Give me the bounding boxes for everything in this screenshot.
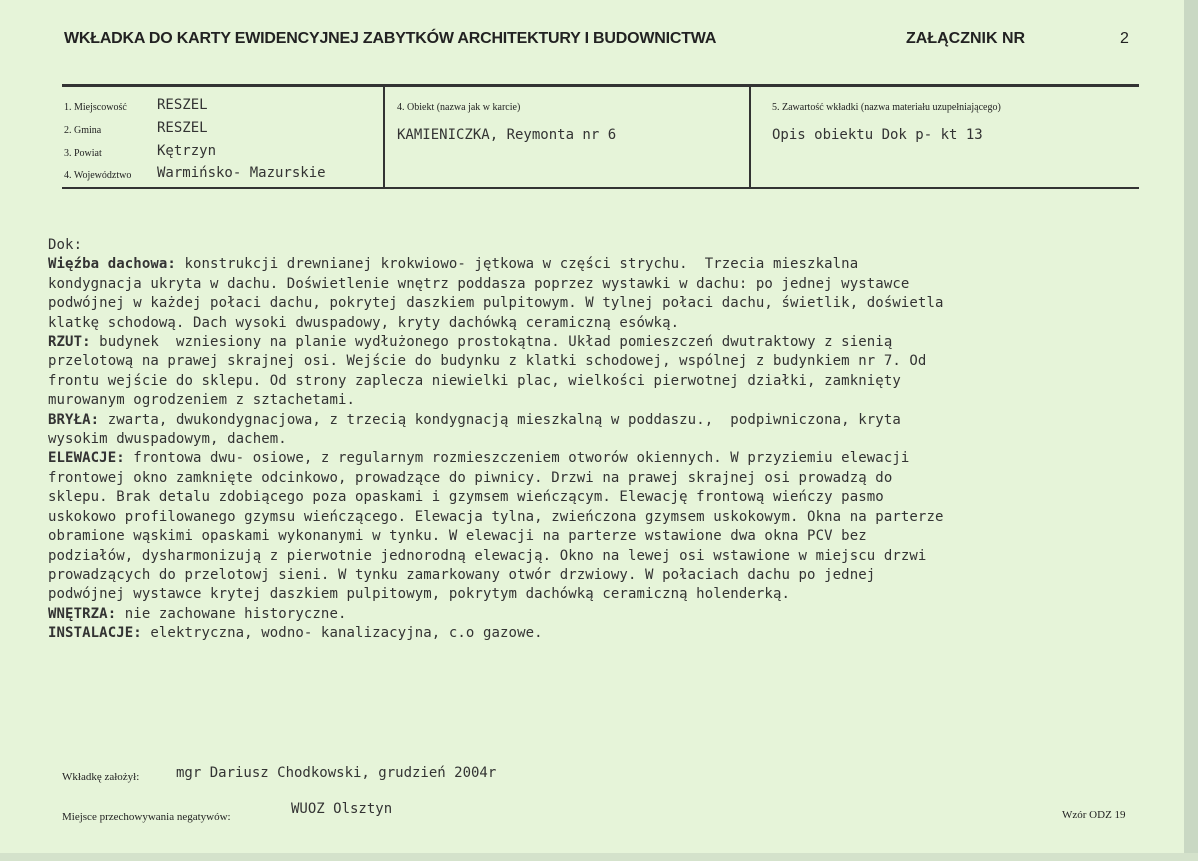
section-label: INSTALACJE: <box>48 625 142 642</box>
description-line <box>48 527 1128 546</box>
description-line <box>48 314 1128 333</box>
powiat-value: Kętrzyn <box>157 143 217 159</box>
storage-value: WUOZ Olsztyn <box>291 801 393 817</box>
line-text: budynek wzniesiony na planie wydłużonego prostokątna. Układ pomieszczeń dwutraktowy z sienią <box>90 334 893 351</box>
section-label: WNĘTRZA: <box>48 605 117 622</box>
description-line <box>48 566 1128 585</box>
line-text: klatkę schodową. Dach wysoki dwuspadowy, kryty dachówką ceramiczną esówką. <box>48 314 680 331</box>
line-text: zwarta, dwukondygnacjowa, z trzecią kondygnacją mieszkalną w poddaszu., podpiwniczona, kryta <box>99 411 901 428</box>
description-line <box>48 411 1128 430</box>
line-text: przelotową na prawej skrajnej osi. Wejście do budynku z klatki schodowej, wspólnej z budynkiem nr 7. Od <box>48 353 927 370</box>
object-label: 4. Obiekt (nazwa jak w karcie) <box>397 102 521 113</box>
miejscowosc-value: RESZEL <box>157 97 208 113</box>
line-text: sklepu. Brak detalu zdobiącego poza opaskami i gzymsem wieńczącym. Elewację frontową wieńczy pasmo <box>48 489 884 506</box>
description-line <box>48 508 1128 527</box>
description-line <box>48 585 1128 604</box>
author-label: Wkładkę założył: <box>62 771 140 783</box>
line-text: podziałów, dysharmonizują z pierwotnie jednorodną elewacją. Okno na lewej osi wstawione w miejscu drzwi <box>48 547 927 564</box>
powiat-label: 3. Powiat <box>64 148 102 159</box>
line-text: obramione wąskimi opaskami wykonanymi w tynku. W elewacji na parterze wstawione dwa okna PCV bez <box>48 528 867 545</box>
gmina-value: RESZEL <box>157 120 208 136</box>
storage-label: Miejsce przechowywania negatywów: <box>62 811 231 823</box>
line-text: murowanym ogrodzeniem z sztachetami. <box>48 392 356 409</box>
description-line <box>48 605 1128 624</box>
section-label: ELEWACJE: <box>48 450 125 467</box>
description-line <box>48 624 1128 643</box>
contents-value: Opis obiektu Dok p- kt 13 <box>772 127 983 143</box>
page-edge <box>1184 0 1198 861</box>
line-text: kondygnacja ukryta w dachu. Doświetlenie wnętrz poddasza poprzez wystawki w dachu: po jednej wystawce <box>48 275 910 292</box>
form-id: Wzór ODZ 19 <box>1062 809 1126 821</box>
description-line <box>48 391 1128 410</box>
object-value: KAMIENICZKA, Reymonta nr 6 <box>397 127 617 143</box>
description-line <box>48 547 1128 566</box>
line-text: podwójnej w każdej połaci dachu, pokrytej daszkiem pulpitowym. W tylnej połaci dachu, świetlik, doświetla <box>48 295 944 312</box>
description-line <box>48 352 1128 371</box>
description-heading: Dok: <box>48 237 83 253</box>
line-text: wysokim dwuspadowym, dachem. <box>48 431 287 448</box>
attachment-number: 2 <box>1120 30 1129 47</box>
description-line <box>48 372 1128 391</box>
description-line <box>48 294 1128 313</box>
document-title: WKŁADKA DO KARTY EWIDENCYJNEJ ZABYTKÓW ARCHITEKTURY I BUDOWNICTWA <box>64 30 717 47</box>
column-divider <box>749 86 751 188</box>
wojewodztwo-value: Warmińsko- Mazurskie <box>157 165 326 181</box>
description-line <box>48 333 1128 352</box>
line-text: podwójnej wystawce krytej daszkiem pulpitowym, pokrytym dachówką ceramiczną holenderką. <box>48 586 790 603</box>
description-line <box>48 469 1128 488</box>
line-text: prowadzących do przelotowj sieni. W tynku zamarkowany otwór drzwiowy. W połaciach dachu po jednej <box>48 566 876 583</box>
gmina-label: 2. Gmina <box>64 125 102 136</box>
section-label: RZUT: <box>48 334 91 351</box>
line-text: uskokowo profilowanego gzymsu wieńczącego. Elewacja tylna, zwieńczona gzymsem uskokowym. Okna na parterze <box>48 508 944 525</box>
description-lines <box>48 255 1128 643</box>
column-divider <box>383 86 385 188</box>
description-line <box>48 488 1128 507</box>
line-text: nie zachowane historyczne. <box>116 605 347 622</box>
page-edge-bottom <box>0 853 1198 861</box>
table-bottom-rule <box>62 187 1139 189</box>
line-text: konstrukcji drewnianej krokwiowo- jętkowa w części strychu. Trzecia mieszkalna <box>175 256 859 273</box>
table-top-rule <box>62 84 1139 87</box>
contents-label: 5. Zawartość wkładki (nazwa materiału uzupełniającego) <box>772 102 1001 113</box>
section-label: Więźba dachowa: <box>48 256 176 273</box>
description-line <box>48 449 1128 468</box>
wojewodztwo-label: 4. Województwo <box>64 170 132 181</box>
line-text: frontowej okno zamknięte odcinkowo, prowadzące do piwnicy. Drzwi na prawej skrajnej osi prowadzą do <box>48 469 893 486</box>
line-text: frontowa dwu- osiowe, z regularnym rozmieszczeniem otworów okiennych. W przyziemiu elewacji <box>124 450 910 467</box>
attachment-label: ZAŁĄCZNIK NR <box>906 30 1026 47</box>
author-value: mgr Dariusz Chodkowski, grudzień 2004r <box>176 765 497 781</box>
section-label: BRYŁA: <box>48 411 100 428</box>
line-text: frontu wejście do sklepu. Od strony zaplecza niewielki plac, wielkości pierwotnej działki, zamknięty <box>48 372 901 389</box>
description-line <box>48 275 1128 294</box>
line-text: elektryczna, wodno- kanalizacyjna, c.o gazowe. <box>141 625 543 642</box>
description-line <box>48 430 1128 449</box>
miejscowosc-label: 1. Miejscowość <box>64 102 127 113</box>
description-line <box>48 255 1128 274</box>
description-body <box>48 236 1128 644</box>
